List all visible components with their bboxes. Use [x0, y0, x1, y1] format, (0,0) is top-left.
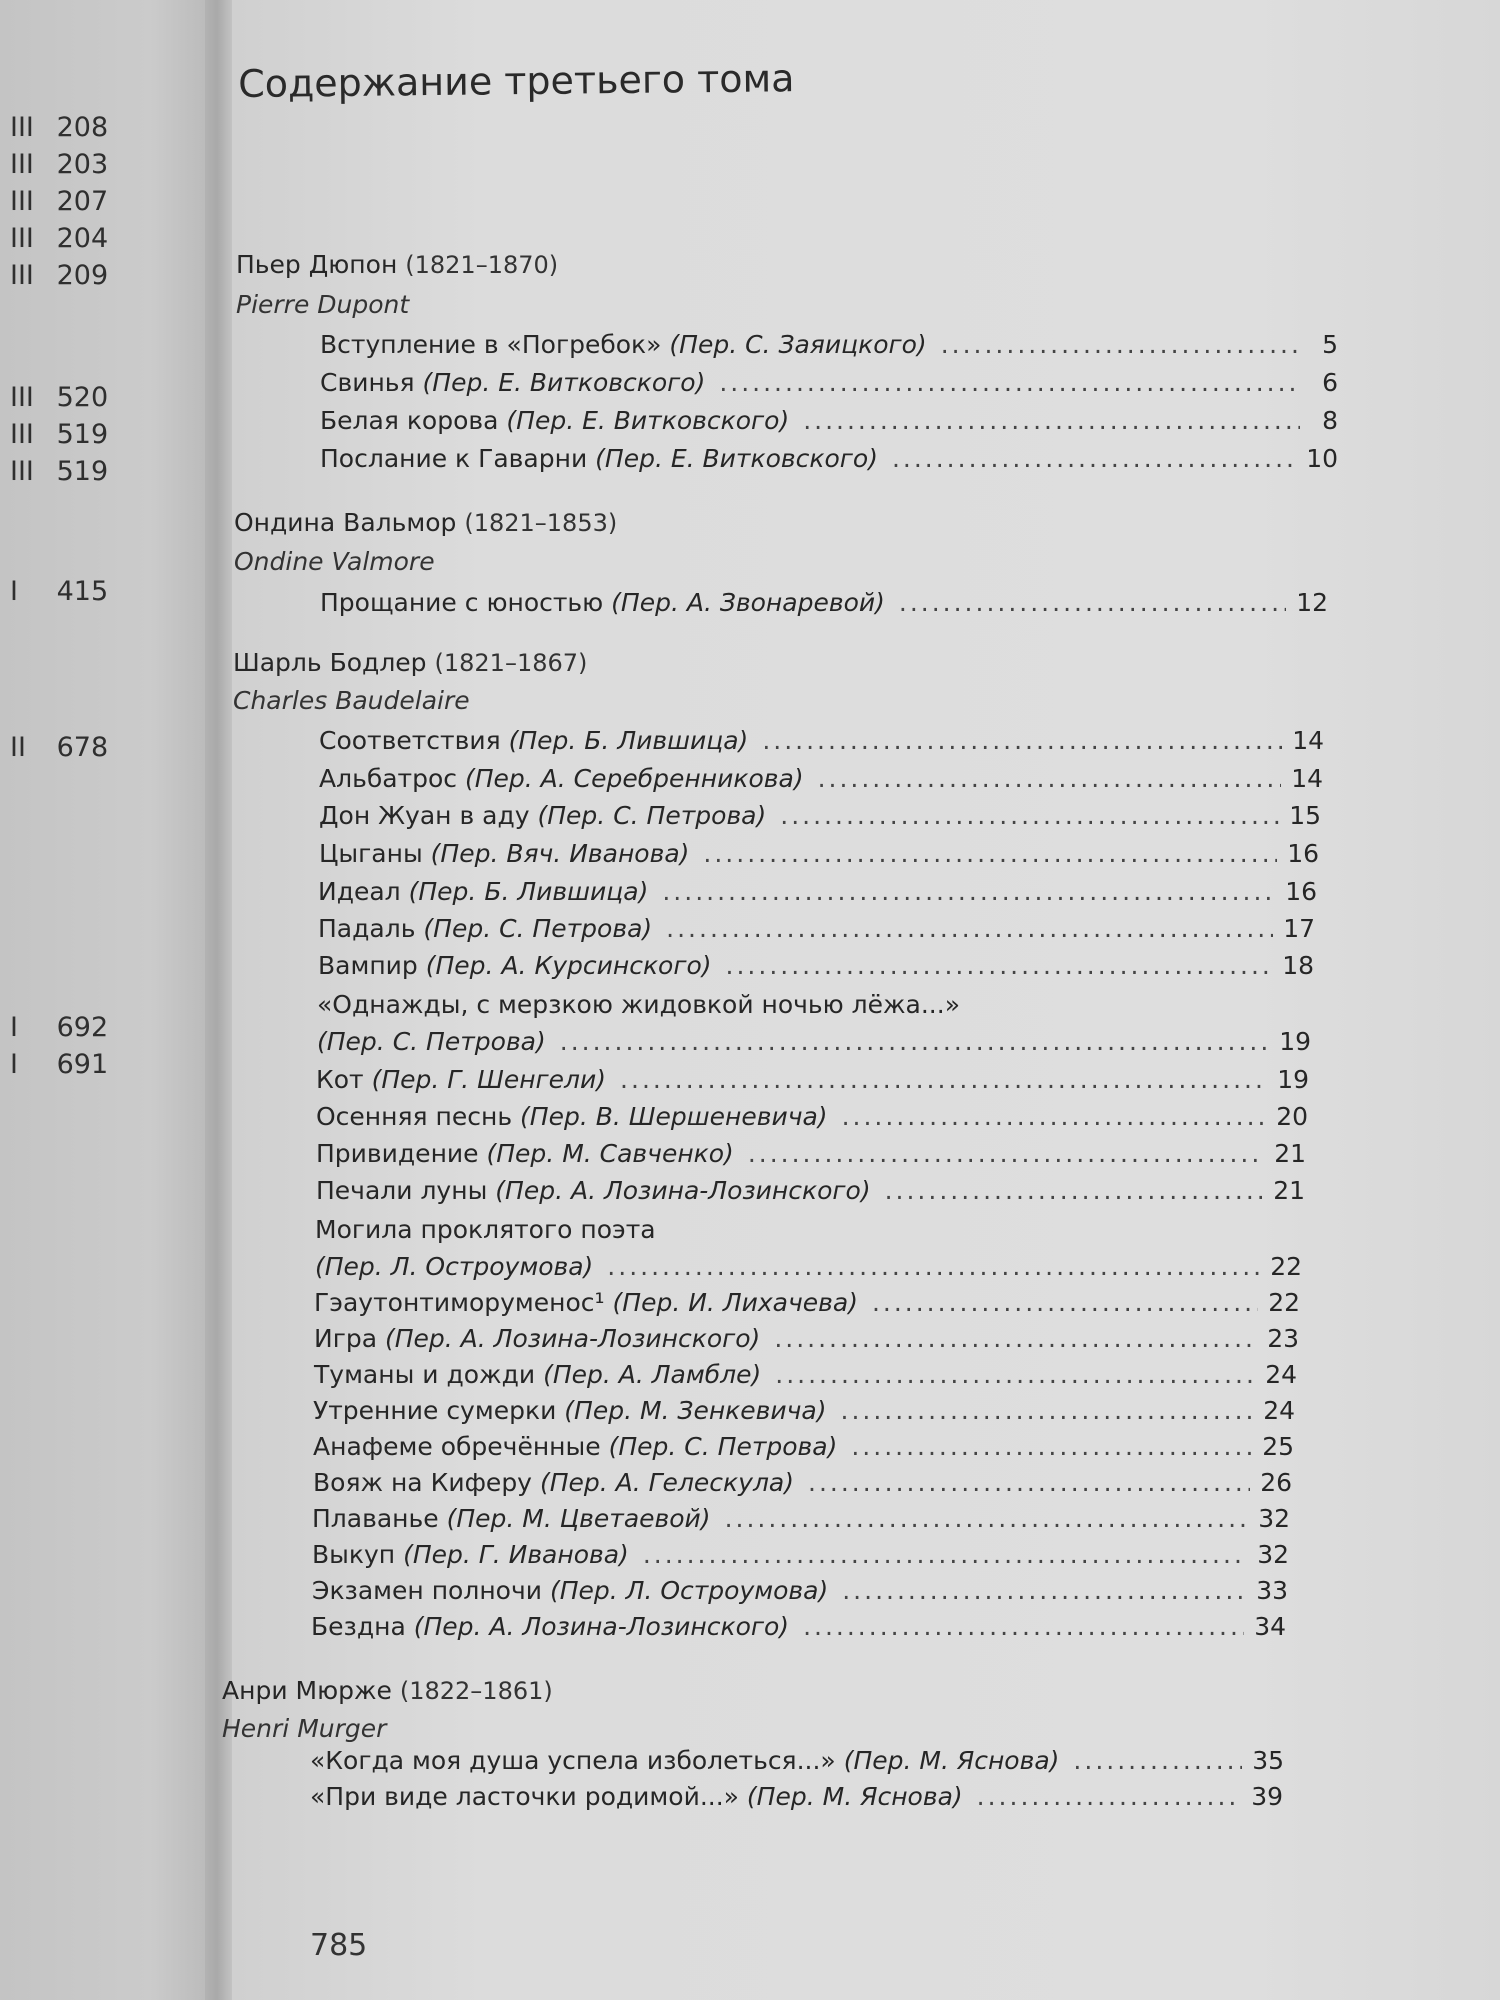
toc-entry[interactable]: Послание к Гаварни (Пер. Е. Витковского) ..... 10	[320, 444, 1338, 473]
toc-entry[interactable]: Альбатрос (Пер. А. Серебренникова) ..... 14	[319, 764, 1323, 793]
page-number: 785	[310, 1928, 368, 1963]
margin-ref: III 203	[10, 149, 109, 180]
toc-page-number: 32	[1258, 1504, 1290, 1533]
toc-page-number: 15	[1289, 801, 1321, 830]
toc-entry[interactable]: «При виде ласточки родимой...» (Пер. М. Яснова) ..... 39	[310, 1782, 1283, 1811]
toc-page-number: 8	[1322, 406, 1338, 435]
toc-page-number: 33	[1256, 1576, 1288, 1605]
toc-page-number: 19	[1277, 1065, 1309, 1094]
toc-entry[interactable]: Выкуп (Пер. Г. Иванова) ..... 32	[312, 1540, 1289, 1569]
toc-entry[interactable]: Осенняя песнь (Пер. В. Шершеневича) ..... 20	[316, 1102, 1308, 1131]
toc-entry[interactable]: Бездна (Пер. А. Лозина-Лозинского) ..... 34	[311, 1612, 1286, 1641]
author-name: Ондина Вальмор (1821–1853)	[234, 508, 618, 537]
toc-page-number: 24	[1265, 1360, 1297, 1389]
toc-entry[interactable]: Утренние сумерки (Пер. М. Зенкевича) ..... 24	[313, 1396, 1295, 1425]
toc-page-number: 23	[1267, 1324, 1299, 1353]
author-original-name: Charles Baudelaire	[233, 686, 470, 715]
author-name: Пьер Дюпон (1821–1870)	[236, 250, 559, 279]
toc-entry[interactable]: «Когда моя душа успела изболеться...» (Пер. М. Яснова) ..... 35	[310, 1746, 1284, 1775]
toc-entry[interactable]: Экзамен полночи (Пер. Л. Остроумова) ..... 33	[312, 1576, 1288, 1605]
toc-page-number: 19	[1279, 1027, 1311, 1056]
toc-page-number: 5	[1322, 330, 1338, 359]
toc-entry[interactable]: Падаль (Пер. С. Петрова) ..... 17	[318, 914, 1315, 943]
toc-page-number: 26	[1260, 1468, 1292, 1497]
margin-ref: III 208	[10, 112, 109, 143]
margin-ref: III 519	[10, 419, 109, 450]
toc-page-number: 24	[1263, 1396, 1295, 1425]
margin-ref: III 207	[10, 186, 109, 217]
toc-entry[interactable]: Кот (Пер. Г. Шенгели) ..... 19	[316, 1065, 1309, 1094]
toc-entry[interactable]: Вступление в «Погребок» (Пер. С. Заяицкого) ..... 5	[320, 330, 1338, 359]
margin-ref: III 204	[10, 223, 109, 254]
toc-entry[interactable]: Анафеме обречённые (Пер. С. Петрова) ..... 25	[313, 1432, 1294, 1461]
toc-entry[interactable]: Гэаутонтиморуменос¹ (Пер. И. Лихачева) ..... 22	[314, 1288, 1300, 1317]
page-title: Содержание третьего тома	[238, 56, 795, 106]
margin-ref: I 415	[10, 576, 109, 607]
toc-page-number: 32	[1257, 1540, 1289, 1569]
toc-page-number: 34	[1254, 1612, 1286, 1641]
toc-page-number: 21	[1274, 1139, 1306, 1168]
toc-entry[interactable]: Дон Жуан в аду (Пер. С. Петрова) ..... 15	[319, 801, 1321, 830]
author-original-name: Henri Murger	[222, 1714, 387, 1743]
toc-entry[interactable]: Прощание с юностью (Пер. А. Звонаревой) ..... 12	[320, 588, 1328, 617]
toc-page-number: 18	[1282, 951, 1314, 980]
toc-page-number: 16	[1285, 877, 1317, 906]
toc-page-number: 22	[1268, 1288, 1300, 1317]
toc-entry-title: Могила проклятого поэта	[315, 1215, 656, 1244]
toc-entry[interactable]: Соответствия (Пер. Б. Лившица) ..... 14	[319, 726, 1324, 755]
margin-ref: III 519	[10, 456, 109, 487]
toc-entry[interactable]: (Пер. Л. Остроумова) ..... 22	[315, 1252, 1302, 1281]
toc-page-number: 6	[1322, 368, 1338, 397]
toc-page-number: 14	[1291, 764, 1323, 793]
toc-entry[interactable]: (Пер. С. Петрова) ..... 19	[317, 1027, 1311, 1056]
toc-entry[interactable]: Свинья (Пер. Е. Витковского) ..... 6	[320, 368, 1338, 397]
toc-page-number: 21	[1273, 1176, 1305, 1205]
toc-entry[interactable]: Привидение (Пер. М. Савченко) ..... 21	[316, 1139, 1306, 1168]
toc-entry[interactable]: Вампир (Пер. А. Курсинского) ..... 18	[318, 951, 1314, 980]
toc-entry[interactable]: Плаванье (Пер. М. Цветаевой) ..... 32	[312, 1504, 1290, 1533]
author-name: Анри Мюрже (1822–1861)	[222, 1676, 553, 1705]
left-page-margin	[0, 0, 215, 2000]
margin-ref: II 678	[10, 732, 109, 763]
toc-page-number: 10	[1306, 444, 1338, 473]
author-name: Шарль Бодлер (1821–1867)	[233, 648, 588, 677]
margin-ref: I 691	[10, 1049, 109, 1080]
margin-ref: III 520	[10, 382, 109, 413]
toc-page-number: 39	[1251, 1782, 1283, 1811]
toc-entry[interactable]: Туманы и дожди (Пер. А. Ламбле) ..... 24	[314, 1360, 1297, 1389]
toc-page-number: 35	[1252, 1746, 1284, 1775]
toc-page-number: 17	[1283, 914, 1315, 943]
toc-page-number: 20	[1276, 1102, 1308, 1131]
margin-ref: III 209	[10, 260, 109, 291]
toc-entry[interactable]: Цыганы (Пер. Вяч. Иванова) ..... 16	[319, 839, 1319, 868]
margin-ref: I 692	[10, 1012, 109, 1043]
toc-entry[interactable]: Печали луны (Пер. А. Лозина-Лозинского) ..... 21	[316, 1176, 1305, 1205]
toc-entry[interactable]: Белая корова (Пер. Е. Витковского) ..... 8	[320, 406, 1338, 435]
toc-entry[interactable]: Вояж на Киферу (Пер. А. Гелескула) ..... 26	[313, 1468, 1292, 1497]
author-original-name: Ondine Valmore	[234, 547, 435, 576]
toc-entry[interactable]: Игра (Пер. А. Лозина-Лозинского) ..... 23	[314, 1324, 1299, 1353]
toc-page-number: 25	[1262, 1432, 1294, 1461]
author-original-name: Pierre Dupont	[236, 290, 410, 319]
toc-entry[interactable]: Идеал (Пер. Б. Лившица) ..... 16	[318, 877, 1317, 906]
toc-entry-title: «Однажды, с мерзкою жидовкой ночью лёжа...»	[317, 990, 960, 1019]
toc-page-number: 22	[1270, 1252, 1302, 1281]
toc-page-number: 12	[1296, 588, 1328, 617]
toc-page-number: 14	[1292, 726, 1324, 755]
toc-page-number: 16	[1287, 839, 1319, 868]
